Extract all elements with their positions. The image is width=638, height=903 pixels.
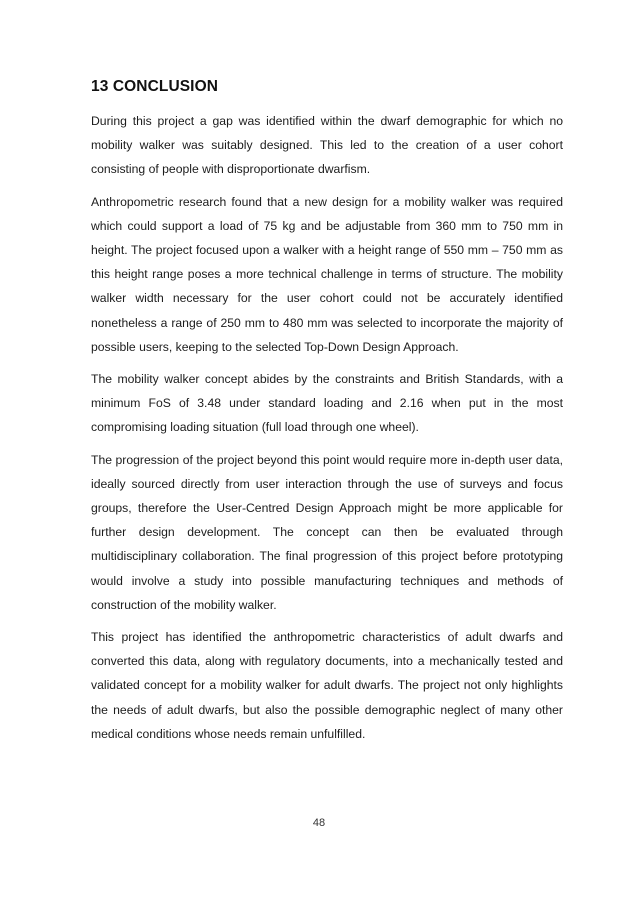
document-body xyxy=(91,74,563,754)
section-heading: 13 CONCLUSION xyxy=(91,78,219,95)
paragraph-project-progression: The progression of the project beyond this point would require more in-depth user data, ideally sourced directly from user interaction through the use of surveys and focus groups, therefore the User-Centred Design Approach might be more applicable for further design development. The concept can then be evaluated through multidisciplinary collaboration. The final progression of this project before prototyping would involve a study into possible manufacturing techniques and methods of construction of the mobility walker. xyxy=(91,452,563,612)
paragraph-anthropometric-research: Anthropometric research found that a new design for a mobility walker was required which could support a load of 75 kg and be adjustable from 360 mm to 750 mm in height. The project focused upon a walker with a height range of 550 mm – 750 mm as this height range poses a more technical challenge in terms of structure. The mobility walker width necessary for the user cohort could not be accurately identified nonetheless a range of 250 mm to 480 mm was selected to incorporate the majority of possible users, keeping to the selected Top-Down Design Approach. xyxy=(91,194,563,354)
paragraph-gap-identified: During this project a gap was identified within the dwarf demographic for which no mobility walker was suitably designed. This led to the creation of a user cohort consisting of people with disproportionate dwarfism. xyxy=(91,114,563,177)
page-number: 48 xyxy=(312,817,326,829)
paragraph-constraints-standards: The mobility walker concept abides by the constraints and British Standards, with a minimum FoS of 3.48 under standard loading and 2.16 when put in the most compromising loading situation (full load through one wheel). xyxy=(91,372,563,435)
paragraph-project-summary: This project has identified the anthropometric characteristics of adult dwarfs and converted this data, along with regulatory documents, into a mechanically tested and validated concept for a mobility walker for adult dwarfs. The project not only highlights the needs of adult dwarfs, but also the possible demographic neglect of many other medical conditions whose needs remain unfulfilled. xyxy=(91,630,563,741)
